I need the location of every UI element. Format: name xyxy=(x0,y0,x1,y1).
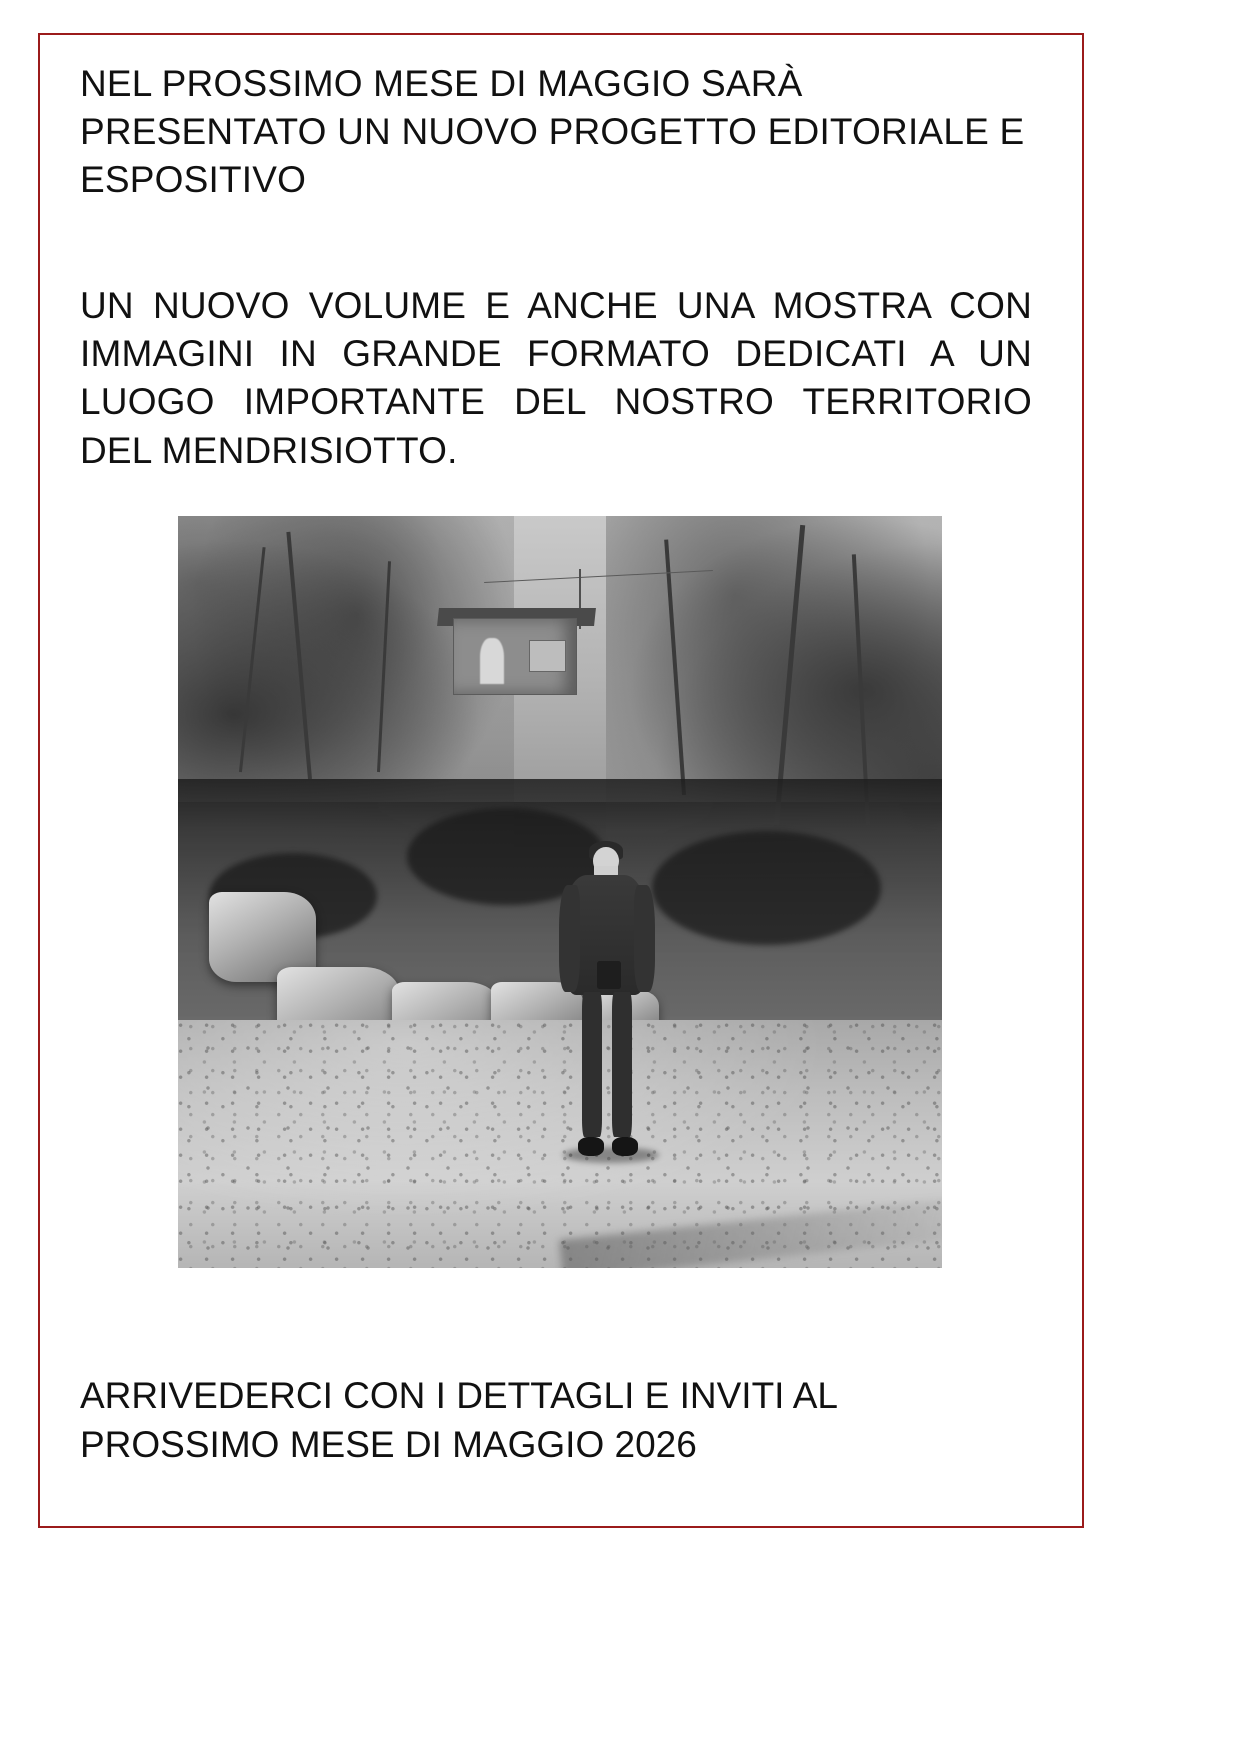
footer-line-1: ARRIVEDERCI CON I DETTAGLI E INVITI AL xyxy=(80,1375,838,1416)
figure-left-leg xyxy=(582,992,601,1137)
body-paragraph: UN NUOVO VOLUME E ANCHE UNA MOSTRA CON IMMAGINI IN GRANDE FORMATO DEDICATI A UN LUOGO IMPORTANTE DEL NOSTRO TERRITORIO DEL MENDRISIOTTO. xyxy=(80,285,1032,471)
chapel-window xyxy=(529,640,565,672)
footer-block xyxy=(80,1372,1040,1470)
figure-camera-bag xyxy=(597,961,621,989)
figure-left-shoe xyxy=(578,1137,604,1156)
footer-line-2: PROSSIMO MESE DI MAGGIO 2026 xyxy=(80,1423,697,1465)
bush xyxy=(652,831,881,945)
figure-left-arm xyxy=(559,885,580,992)
document-content xyxy=(80,60,1040,475)
photograph-image xyxy=(178,516,942,1268)
photograph xyxy=(178,516,942,1268)
chapel-doorway xyxy=(480,638,504,685)
person-figure xyxy=(552,847,659,1163)
figure-right-arm xyxy=(634,885,655,992)
intro-paragraph: NEL PROSSIMO MESE DI MAGGIO SARÀ PRESENTATO UN NUOVO PROGETTO EDITORIALE E ESPOSITIVO xyxy=(80,63,1025,201)
figure-right-leg xyxy=(612,992,631,1137)
figure-right-shoe xyxy=(612,1137,638,1156)
